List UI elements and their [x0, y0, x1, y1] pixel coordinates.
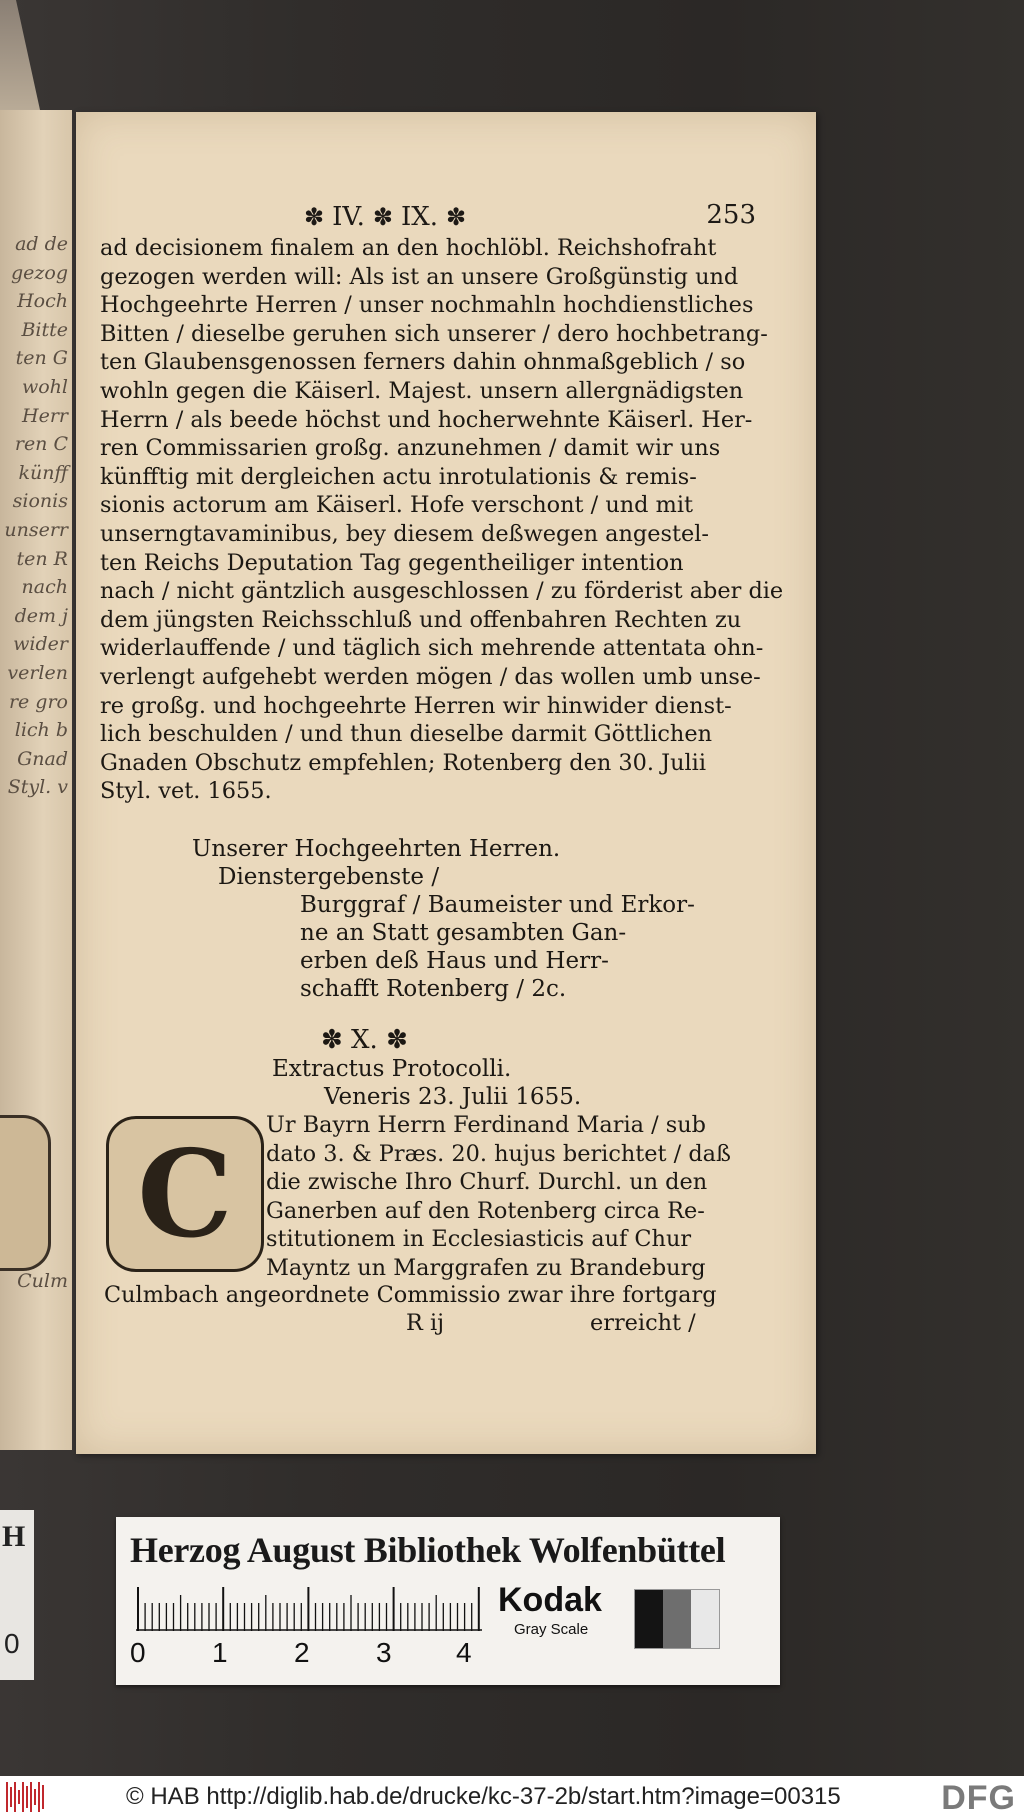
logo-bar	[30, 1782, 32, 1812]
ornament-icon: ✽	[372, 203, 393, 231]
ornament-icon: ✽	[446, 203, 467, 231]
part-marker: IV.	[332, 202, 365, 232]
ruler-number: 0	[130, 1637, 146, 1668]
adjacent-color-card	[0, 1510, 34, 1680]
hab-logo-icon[interactable]	[6, 1782, 50, 1812]
text-line: dem jüngsten Reichsschluß und offenbahren Rechten zu	[100, 606, 742, 633]
swatch-light	[691, 1590, 719, 1648]
left-page-fragment: Hoch	[17, 290, 68, 313]
decorated-initial: C	[106, 1116, 264, 1272]
logo-bar	[42, 1785, 44, 1809]
text-line: Gnaden Obschutz empfehlen; Rotenberg den 30. Julii	[100, 749, 706, 776]
text-line: ad decisionem finalem an den hochlöbl. Reichshofraht	[100, 235, 717, 261]
text-line: unserngtavaminibus, bey diesem deßwegen angestel-	[100, 520, 709, 547]
signature-line: ne an Statt gesambten Gan-	[300, 920, 627, 946]
page-number: 253	[706, 200, 756, 230]
text-line: nach / nicht gäntzlich ausgeschlossen / zu förderist aber die	[100, 578, 784, 605]
book-page	[76, 112, 816, 1454]
kodak-logo: Kodak	[498, 1581, 602, 1619]
ruler-number: 4	[456, 1637, 472, 1668]
library-name: Herzog August Bibliothek Wolfenbüttel	[130, 1530, 726, 1570]
text-line: lich beschulden / und thun dieselbe darmit Göttlichen	[100, 721, 713, 748]
text-line: Styl. vet. 1655.	[100, 778, 272, 805]
ornament-icon: ✽	[304, 203, 325, 231]
gray-scale-label: Gray Scale	[514, 1621, 589, 1638]
swatch-dark	[635, 1590, 663, 1648]
left-page-fragment: Styl. v	[7, 776, 68, 799]
signature-line: schafft Rotenberg / 2c.	[300, 976, 567, 1002]
text-line: wohln gegen die Käiserl. Majest. unsern allergnädigsten	[100, 377, 744, 404]
color-reference-card	[116, 1517, 780, 1685]
left-page-fragment: re gro	[8, 690, 68, 713]
ruler-number: 1	[212, 1637, 228, 1668]
text-line: stitutionem in Ecclesiasticis auf Chur	[266, 1226, 692, 1253]
text-line: Ganerben auf den Rotenberg circa Re-	[266, 1197, 705, 1224]
logo-bar	[18, 1790, 20, 1804]
page-header	[296, 200, 756, 234]
catchword: erreicht /	[590, 1310, 696, 1336]
signature-line: Burggraf / Baumeister und Erkor-	[300, 892, 695, 918]
text-line: Bitten / dieselbe geruhen sich unserer / dero hochbetrang-	[100, 320, 768, 347]
text-line: Mayntz un Marggrafen zu Brandeburg	[266, 1255, 706, 1281]
text-line: ren Commissarien großg. anzunehmen / damit wir uns	[100, 435, 721, 462]
text-line: ten Glaubensgenossen ferners dahin ohnmaßgeblich / so	[100, 349, 746, 376]
body-text	[100, 234, 784, 806]
left-page-fragment: dem j	[14, 604, 68, 627]
logo-bar	[6, 1782, 8, 1812]
text-line: die zwische Ihro Churf. Durchl. un den	[266, 1169, 708, 1196]
text-line: Herrn / als beede höchst und hocherwehnte Käiserl. Her-	[100, 406, 753, 433]
left-page-fragment: Herr	[22, 404, 68, 427]
logo-bar	[10, 1787, 12, 1807]
logo-bar	[34, 1789, 36, 1805]
left-page	[0, 110, 72, 1450]
text-line: widerlauffende / und täglich sich mehrende attentata ohn-	[100, 635, 764, 662]
left-page-fragment: nach	[21, 576, 68, 599]
gray-swatches	[634, 1589, 720, 1649]
left-page-fragment: ten G	[15, 347, 68, 370]
text-line: ten Reichs Deputation Tag gegentheiliger intention	[100, 549, 684, 576]
section-title: Extractus Protocolli.	[272, 1056, 512, 1082]
signature-line: Unserer Hochgeehrten Herren.	[192, 836, 561, 862]
left-page-fragment: ad de	[15, 233, 68, 255]
footer-bar	[0, 1776, 1024, 1818]
left-page-fragment: Culm	[17, 1270, 68, 1292]
section-heading: ✽ X. ✽	[321, 1025, 408, 1055]
logo-bar	[22, 1782, 24, 1812]
text-line: gezogen werden will: Als ist an unsere Großgünstig und	[100, 263, 739, 290]
text-line: Hochgeehrte Herren / unser nochmahln hochdienstliches	[100, 292, 754, 319]
left-page-fragment: unserr	[4, 519, 68, 541]
left-page-fragment: ren C	[14, 433, 68, 456]
signature-line: erben deß Haus und Herr-	[300, 948, 609, 974]
text-line: re großg. und hochgeehrte Herren wir hinwider dienst-	[100, 692, 732, 719]
signature-line: Dienstergebenste /	[218, 864, 440, 890]
left-page-fragment: Gnad	[17, 747, 68, 770]
ruler-number: 3	[376, 1637, 392, 1668]
text-line: sionis actorum am Käiserl. Hofe verschont / und mit	[100, 492, 694, 519]
left-page-initial	[0, 1115, 51, 1271]
left-page-fragment: verlen	[7, 662, 68, 684]
text-line: verlengt aufgehebt werden mögen / das wollen umb unse-	[100, 663, 761, 690]
card-letter: H	[2, 1520, 26, 1553]
text-line: dato 3. & Præs. 20. hujus berichtet / daß	[266, 1140, 731, 1167]
left-page-fragment: ten R	[16, 547, 68, 570]
text-line: künfftig mit dergleichen actu inrotulationis & remis-	[100, 463, 697, 490]
left-page-fragment: wohl	[21, 376, 68, 398]
left-page-fragment: gezog	[10, 261, 68, 284]
logo-bar	[26, 1786, 28, 1808]
left-page-fragment: sionis	[12, 490, 68, 513]
left-page-fragment: künff	[18, 461, 68, 484]
signature-mark: R ij	[406, 1310, 445, 1336]
measurement-ruler	[136, 1587, 482, 1631]
card-number: 0	[4, 1628, 20, 1659]
dfg-logo[interactable]: DFG	[941, 1779, 1016, 1817]
left-page-fragment: Bitte	[21, 318, 68, 341]
section-date: Veneris 23. Julii 1655.	[324, 1084, 582, 1110]
section-marker: IX.	[401, 202, 439, 232]
left-page-fragment: wider	[13, 633, 68, 656]
copyright-link[interactable]: © HAB http://diglib.hab.de/drucke/kc-37-2b/start.htm?image=00315	[126, 1783, 841, 1810]
ruler-number: 2	[294, 1637, 310, 1668]
text-line: Ur Bayrn Herrn Ferdinand Maria / sub	[266, 1112, 707, 1138]
text-line: Culmbach angeordnete Commissio zwar ihre fortgarg	[104, 1282, 717, 1308]
left-page-fragment: lich b	[14, 719, 68, 742]
logo-bar	[38, 1782, 40, 1812]
logo-bar	[14, 1782, 16, 1812]
swatch-mid	[663, 1590, 691, 1648]
